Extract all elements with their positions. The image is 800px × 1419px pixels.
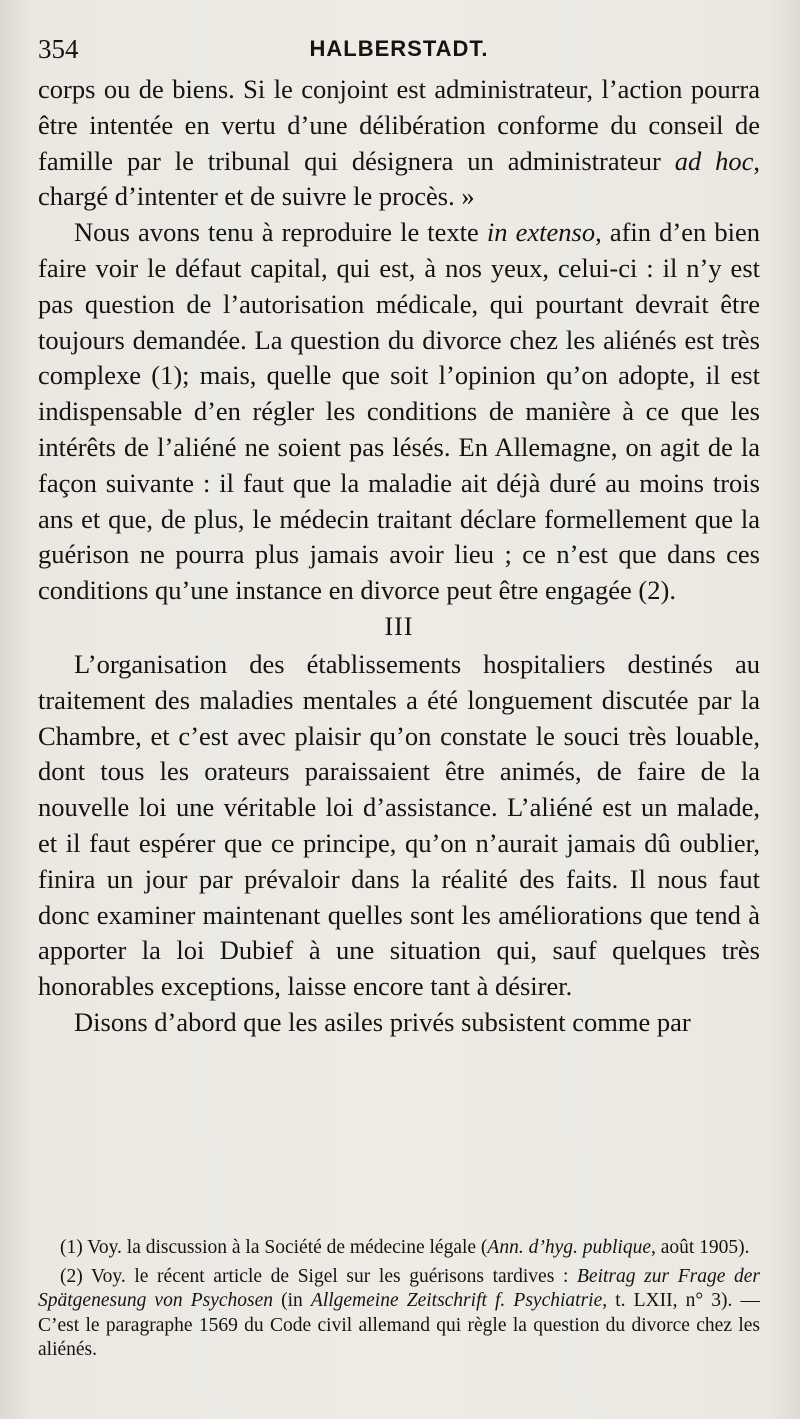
text-run: , t. LXII, n° 3). — C’est le paragraphe 1569 du Code civil allemand qui règle la question du divorce chez les aliénés. <box>38 1290 760 1360</box>
footnote-1 <box>38 1236 760 1261</box>
footnote-2 <box>38 1265 760 1363</box>
text-run: , chargé d’intenter et de suivre le procès. » <box>38 145 760 212</box>
italic-run: in extenso <box>486 217 596 248</box>
paragraph <box>38 215 760 609</box>
section-heading: III <box>384 611 414 641</box>
main-text <box>38 72 760 1041</box>
italic-run: ad hoc <box>674 145 754 176</box>
paragraph-continued <box>38 72 760 215</box>
italic-run: Allgemeine Zeitschrift f. Psychiatrie <box>310 1290 603 1311</box>
text-run: (2) Voy. le récent article de Sigel sur les guérisons tardives : <box>60 1265 577 1287</box>
running-head: HALBERSTADT. <box>309 36 489 61</box>
text-run: , afin d’en bien faire voir le défaut capital, qui est, à nos yeux, celui-ci : il n’y est pas question de l’autorisation médicale, qui pourtant devrait être toujours demandée. La question du divorce chez les aliénés est très complexe (1); mais, quelle que soit l’opinion qu’on adopte, il est indispensable d’en régler les conditions de manière à ce que les intérêts de l’aliéné ne soient pas lésés. En Allemagne, on agit de la façon suivante : il faut que la maladie ait déjà duré au moins trois ans et que, de plus, le médecin traitant déclare formellement que la guérison ne pourra plus jamais avoir lieu ; ce n’est que dans ces conditions qu’une instance en divorce peut être engagée (2). <box>38 217 760 606</box>
italic-run: Ann. d’hyg. publique <box>487 1237 651 1258</box>
text-run: (1) Voy. la discussion à la Société de médecine légale ( <box>60 1237 488 1258</box>
page-number: 354 <box>38 34 79 64</box>
text-run: Nous avons tenu à reproduire le texte <box>74 217 487 248</box>
text-run: , août 1905). <box>650 1237 750 1258</box>
paragraph: Disons d’abord que les asiles privés subsistent comme par <box>74 1006 691 1037</box>
italic-run: Beitrag zur Frage der Spätgenesung von Psychosen <box>38 1265 760 1311</box>
page-header <box>38 34 760 70</box>
text-run: (in <box>273 1290 311 1311</box>
footnotes <box>38 1236 760 1363</box>
text-run: corps ou de biens. Si le conjoint est administrateur, l’action pourra être intentée en vertu d’une délibération conforme du conseil de famille par le tribunal qui désignera un administrateur <box>38 74 760 176</box>
paragraph: L’organisation des établissements hospitaliers destinés au traitement des maladies mentales a été longuement discutée par la Chambre, et c’est avec plaisir qu’on constate le souci très louable, dont tous les orateurs paraissaient être animés, de faire de la nouvelle loi une véritable loi d’assistance. L’aliéné est un malade, et il faut espérer que ce principe, qu’on n’aurait jamais dû oublier, finira un jour par prévaloir dans la réalité des faits. Il nous faut donc examiner maintenant quelles sont les améliorations que tend à apporter la loi Dubief à une situation qui, sauf quelques très honorables exceptions, laisse encore tant à désirer. <box>38 648 760 1002</box>
